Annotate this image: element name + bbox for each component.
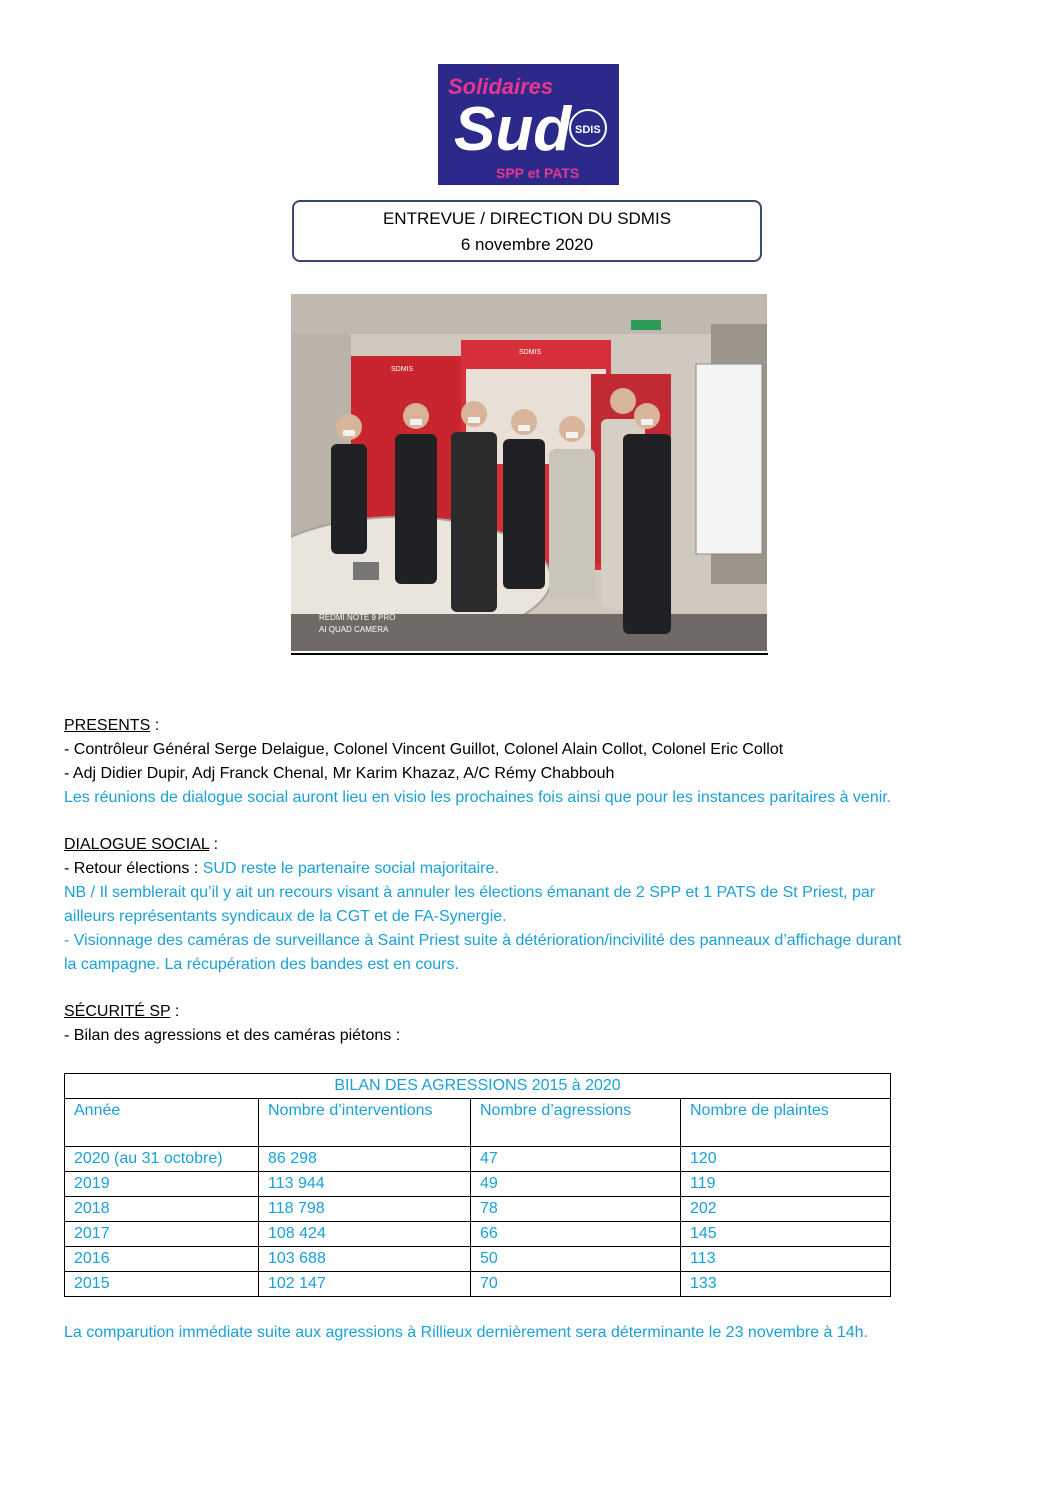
footer-note: La comparution immédiate suite aux agressions à Rillieux dernièrement sera déterminante le 23 novembre à 14h.: [64, 1324, 868, 1341]
securite-section: [64, 1000, 400, 1048]
table-cell: 2017: [65, 1222, 259, 1247]
table-header: Nombre d’interventions: [259, 1099, 471, 1147]
dialogue-retour-line: [64, 857, 901, 881]
banner-right-label: SDMIS: [519, 349, 542, 356]
table-cell: 113: [681, 1247, 891, 1272]
securite-line1: - Bilan des agressions et des caméras piétons :: [64, 1027, 401, 1044]
table-cell: 2020 (au 31 octobre): [65, 1147, 259, 1172]
logo-line1: Solidaires: [448, 74, 554, 99]
sud-logo: [438, 64, 619, 185]
table-cell: 120: [681, 1147, 891, 1172]
table-row: [65, 1247, 891, 1272]
title-box: [292, 200, 762, 262]
table-cell: 102 147: [259, 1272, 471, 1297]
dialogue-nb-line1: NB / Il semblerait qu’il y ait un recours visant à annuler les élections émanant de 2 SPP et 1 PATS de St Priest, par: [64, 884, 876, 901]
banner-left-label: SDMIS: [391, 366, 414, 373]
presents-heading-line: PRESENTS :: [64, 717, 160, 734]
table-header: Nombre de plaintes: [681, 1099, 891, 1147]
table-cell: 50: [471, 1247, 681, 1272]
table-cell: 2018: [65, 1197, 259, 1222]
table-cell: 2019: [65, 1172, 259, 1197]
table-row: [65, 1197, 891, 1222]
securite-heading: SÉCURITÉ SP: [64, 1003, 171, 1020]
logo-line2: Sud: [454, 95, 572, 164]
logo-badge: SDIS: [575, 124, 601, 136]
presents-line2: - Adj Didier Dupir, Adj Franck Chenal, Mr Karim Khazaz, A/C Rémy Chabbouh: [64, 765, 615, 782]
meeting-photo: [291, 294, 767, 651]
presents-line1: - Contrôleur Général Serge Delaigue, Colonel Vincent Guillot, Colonel Alain Collot, Colonel Eric Collot: [64, 741, 784, 758]
table-row: [65, 1172, 891, 1197]
table-row: [65, 1272, 891, 1297]
dialogue-nb-line2: ailleurs représentants syndicaux de la CGT et de FA-Synergie.: [64, 908, 507, 925]
presents-section: [64, 714, 891, 810]
table-header: Nombre d’agressions: [471, 1099, 681, 1147]
table-cell: 202: [681, 1197, 891, 1222]
table-cell: 70: [471, 1272, 681, 1297]
table-cell: 118 798: [259, 1197, 471, 1222]
table-cell: 47: [471, 1147, 681, 1172]
presents-heading: PRESENTS: [64, 717, 151, 734]
table-cell: 113 944: [259, 1172, 471, 1197]
table-cell: 2016: [65, 1247, 259, 1272]
dialogue-retour-value: SUD reste le partenaire social majoritaire.: [202, 860, 499, 877]
table-cell: 103 688: [259, 1247, 471, 1272]
table-cell: 133: [681, 1272, 891, 1297]
photo-watermark-line1: REDMI NOTE 9 PRO: [319, 613, 396, 622]
dialogue-heading: DIALOGUE SOCIAL: [64, 836, 210, 853]
dialogue-heading-line: DIALOGUE SOCIAL :: [64, 836, 219, 853]
table-cell: 145: [681, 1222, 891, 1247]
dialogue-video-line2: la campagne. La récupération des bandes est en cours.: [64, 956, 459, 973]
dialogue-video-line1: - Visionnage des caméras de surveillance à Saint Priest suite à détérioration/incivilité des panneaux d’affichage durant: [64, 932, 902, 949]
table-cell: 2015: [65, 1272, 259, 1297]
table-cell: 119: [681, 1172, 891, 1197]
logo-line3: SPP et PATS: [496, 165, 580, 181]
table-cell: 86 298: [259, 1147, 471, 1172]
photo-watermark-line2: AI QUAD CAMERA: [319, 625, 389, 634]
table-row: [65, 1147, 891, 1172]
table-row: [65, 1222, 891, 1247]
table-cell: 78: [471, 1197, 681, 1222]
securite-heading-line: SÉCURITÉ SP :: [64, 1003, 180, 1020]
agressions-table: [64, 1073, 890, 1297]
table-cell: 66: [471, 1222, 681, 1247]
table-cell: 108 424: [259, 1222, 471, 1247]
dialogue-retour-label: - Retour élections :: [64, 860, 203, 877]
presents-note: Les réunions de dialogue social auront lieu en visio les prochaines fois ainsi que pour les instances paritaires à venir.: [64, 789, 892, 806]
title-line1: ENTREVUE / DIRECTION DU SDMIS: [382, 209, 672, 228]
dialogue-section: [64, 833, 901, 977]
title-line2: 6 novembre 2020: [460, 235, 594, 254]
photo-underline: [291, 653, 768, 655]
table-title: BILAN DES AGRESSIONS 2015 à 2020: [65, 1074, 891, 1099]
table-cell: 49: [471, 1172, 681, 1197]
table-header: Année: [65, 1099, 259, 1147]
